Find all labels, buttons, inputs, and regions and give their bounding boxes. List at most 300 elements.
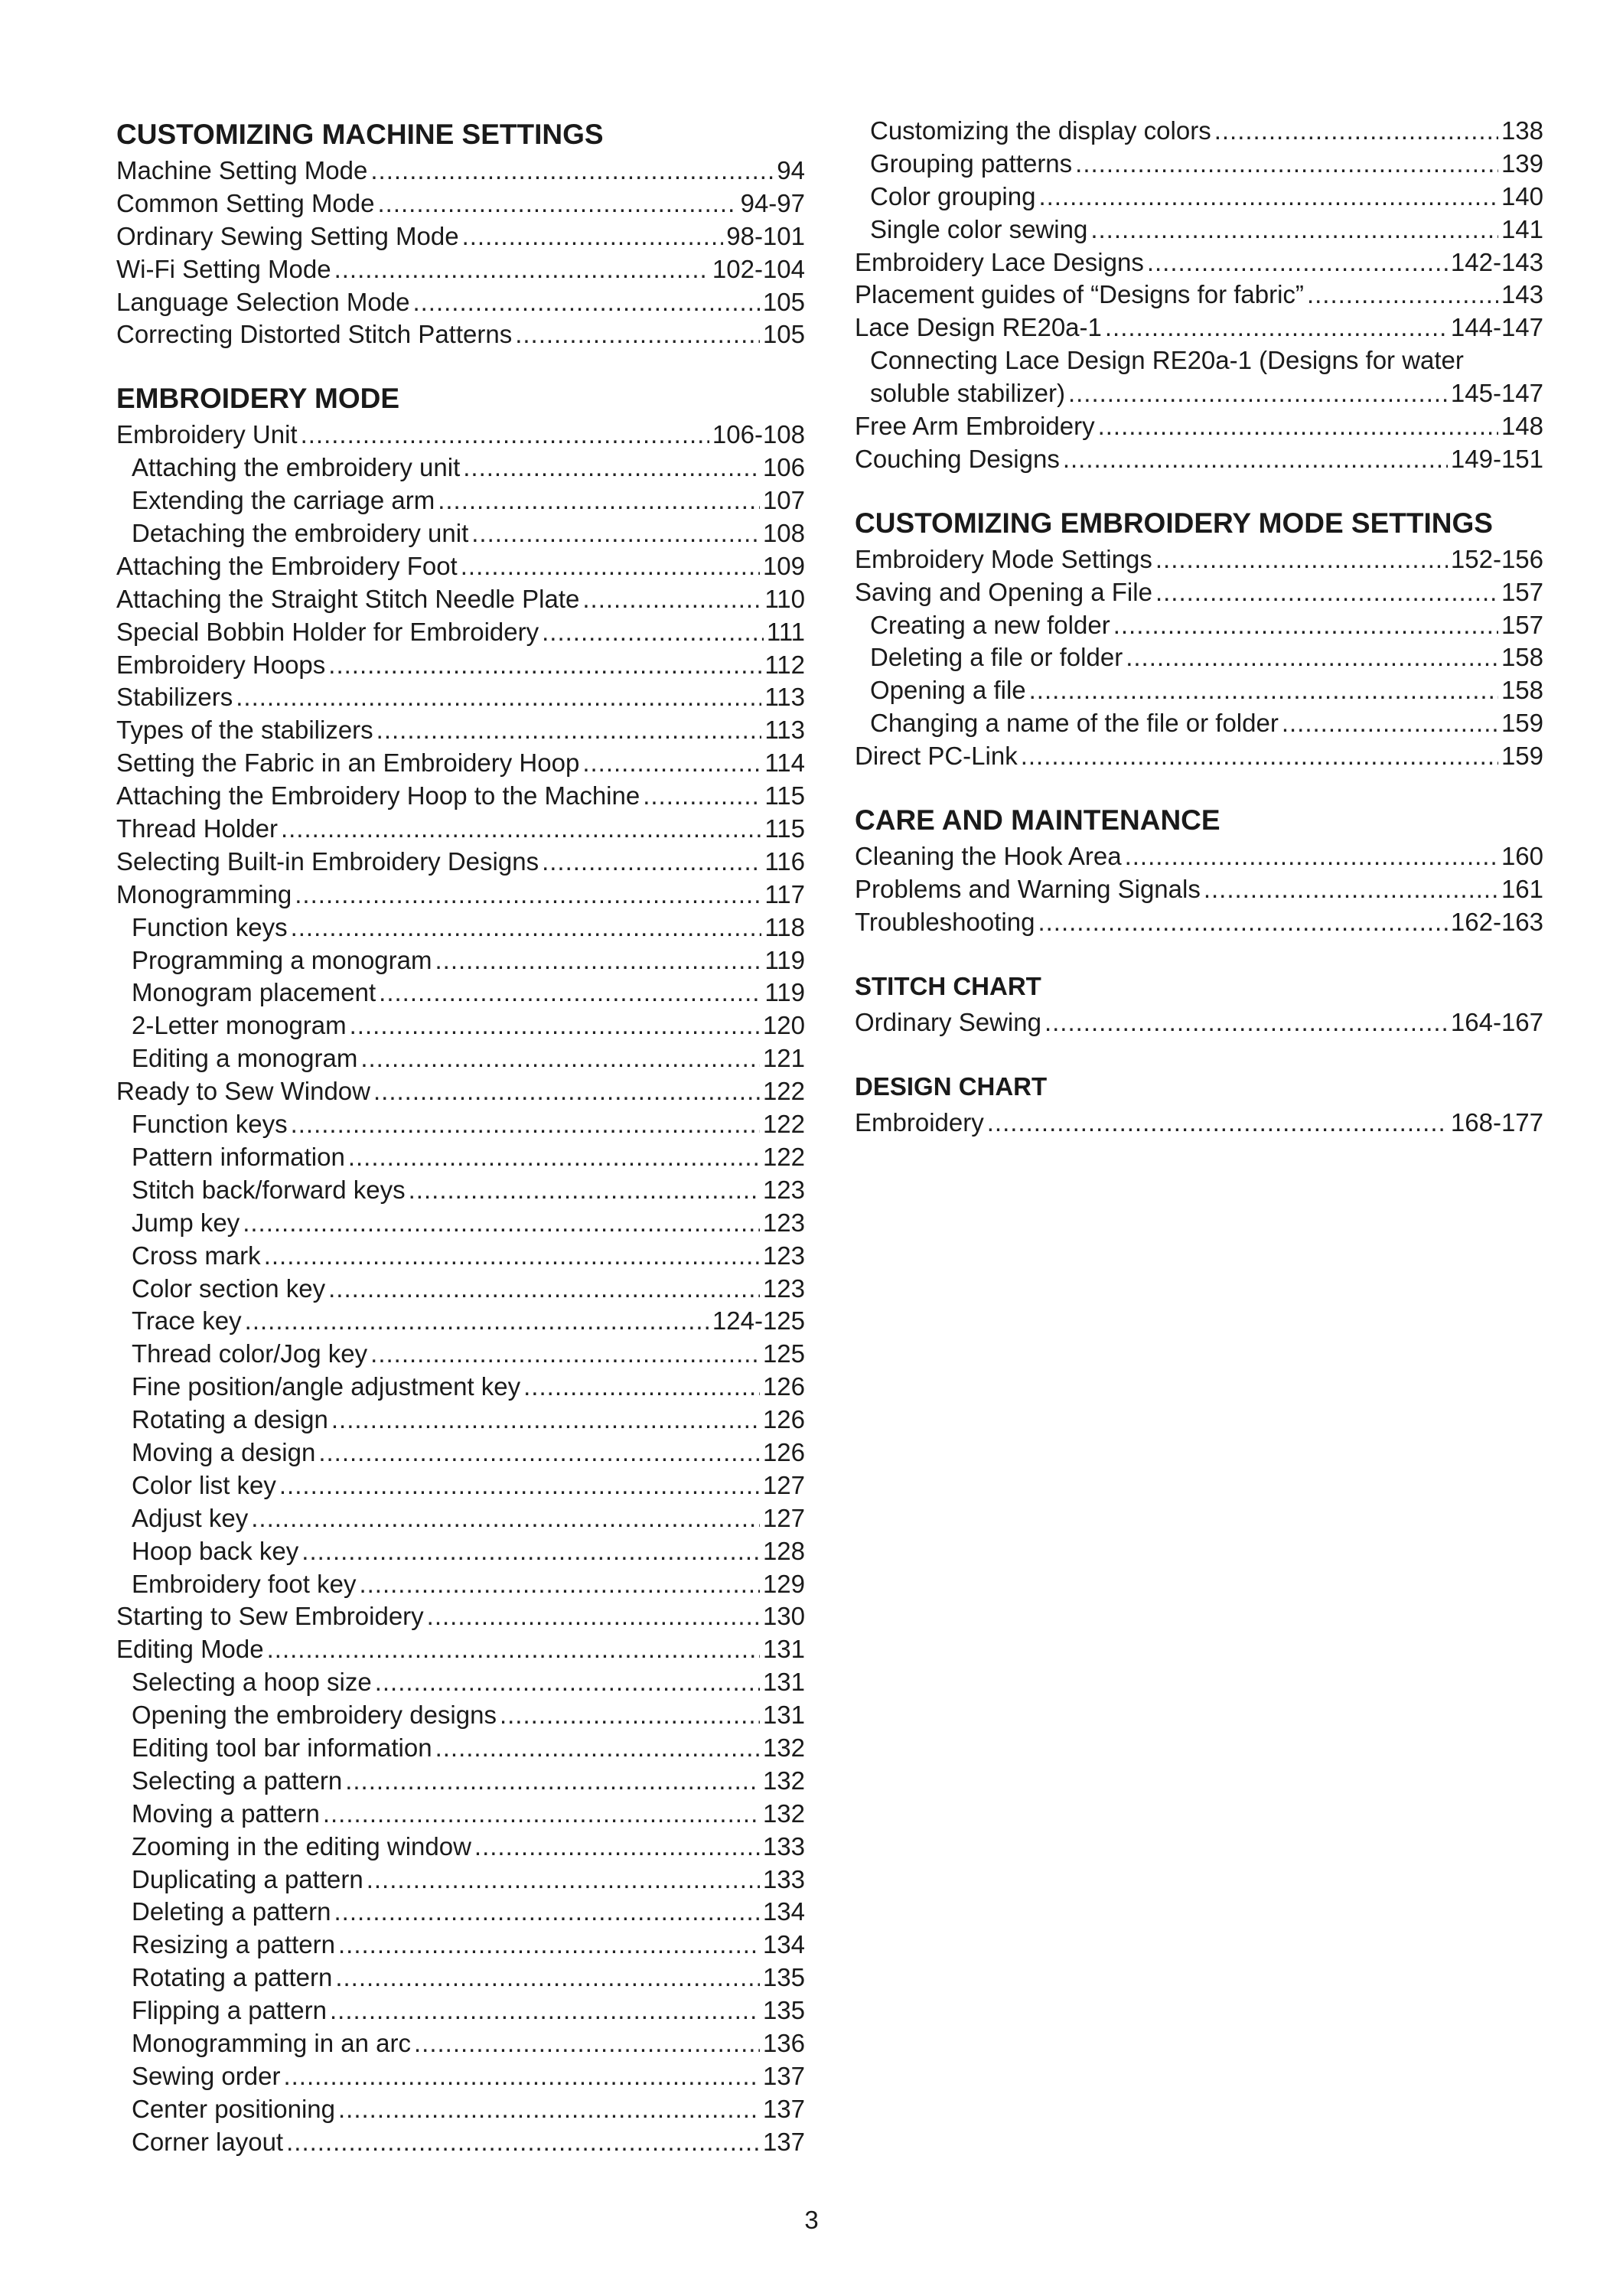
toc-entry[interactable] bbox=[855, 443, 1543, 476]
toc-entry[interactable] bbox=[855, 674, 1543, 707]
toc-entry-text: Lace Design RE20a-1 bbox=[855, 313, 1102, 342]
toc-entry[interactable] bbox=[116, 1568, 805, 1601]
toc-entry-page: 111 bbox=[766, 617, 805, 646]
toc-entry[interactable] bbox=[855, 279, 1543, 311]
dot-leader bbox=[414, 2027, 760, 2060]
dot-leader bbox=[1147, 246, 1448, 279]
toc-entry[interactable] bbox=[116, 1798, 805, 1831]
toc-entry-text: Attaching the embroidery unit bbox=[132, 453, 461, 482]
toc-entry-page: 122 bbox=[762, 1142, 805, 1171]
toc-entry[interactable] bbox=[116, 1141, 805, 1174]
toc-entry-page: 158 bbox=[1501, 676, 1543, 705]
toc-entry-text: Ordinary Sewing bbox=[855, 1007, 1041, 1036]
toc-entry[interactable] bbox=[855, 609, 1543, 642]
toc-entry-text: Cleaning the Hook Area bbox=[855, 842, 1122, 871]
toc-entry-page: 133 bbox=[762, 1831, 805, 1861]
toc-entry-text: Duplicating a pattern bbox=[132, 1864, 363, 1893]
toc-entry-page: 119 bbox=[764, 945, 805, 974]
toc-entry-page: 98-101 bbox=[726, 221, 805, 250]
toc-entry-page: 160 bbox=[1501, 842, 1543, 871]
toc-entry[interactable] bbox=[855, 115, 1543, 148]
dot-leader bbox=[373, 1075, 760, 1108]
dot-leader bbox=[301, 1535, 760, 1568]
toc-entry-page: 126 bbox=[762, 1437, 805, 1466]
toc-entry-text: Connecting Lace Design RE20a-1 (Designs for water bbox=[870, 346, 1464, 375]
toc-entry-page: 132 bbox=[762, 1766, 805, 1795]
toc-entry-page: 143 bbox=[1501, 280, 1543, 309]
toc-entry-text: Stitch back/forward keys bbox=[132, 1175, 406, 1204]
dot-leader bbox=[1282, 707, 1498, 740]
toc-entry[interactable] bbox=[116, 1896, 805, 1929]
toc-entry-page: 131 bbox=[762, 1635, 805, 1664]
toc-section-embroidery-mode bbox=[116, 379, 805, 2158]
dot-leader bbox=[1075, 148, 1498, 181]
toc-entry[interactable] bbox=[116, 977, 805, 1009]
dot-leader bbox=[1021, 740, 1498, 773]
toc-entry-text: Creating a new folder bbox=[870, 610, 1110, 639]
toc-entry[interactable] bbox=[116, 1929, 805, 1962]
dot-leader bbox=[542, 846, 761, 879]
toc-entry-text: Jump key bbox=[132, 1208, 240, 1237]
toc-entry-text: Programming a monogram bbox=[132, 945, 432, 974]
toc-entry-text: Machine Setting Mode bbox=[116, 156, 368, 184]
toc-entry[interactable] bbox=[116, 1600, 805, 1633]
toc-entry-page: 125 bbox=[762, 1339, 805, 1368]
toc-entry-page: 133 bbox=[762, 1864, 805, 1893]
dot-leader bbox=[582, 583, 761, 616]
dot-leader bbox=[1113, 609, 1498, 642]
toc-entry-page: 113 bbox=[764, 716, 805, 745]
dot-leader bbox=[338, 1929, 760, 1962]
dot-leader bbox=[435, 1732, 760, 1765]
toc-entry-text: Embroidery Unit bbox=[116, 420, 298, 449]
toc-entry-text: Function keys bbox=[132, 912, 288, 941]
dot-leader bbox=[367, 1864, 760, 1896]
toc-entry-text: Opening the embroidery designs bbox=[132, 1701, 497, 1730]
toc-entry[interactable] bbox=[116, 1338, 805, 1371]
toc-entry[interactable] bbox=[855, 410, 1543, 443]
toc-entry-page: 136 bbox=[762, 2028, 805, 2057]
toc-entry[interactable] bbox=[116, 944, 805, 977]
toc-entry[interactable] bbox=[116, 2027, 805, 2060]
toc-entry-text: Flipping a pattern bbox=[132, 1996, 327, 2025]
toc-entry[interactable] bbox=[116, 318, 805, 351]
toc-entry[interactable] bbox=[855, 246, 1543, 279]
toc-entry[interactable] bbox=[116, 2126, 805, 2159]
toc-entry-page: 157 bbox=[1501, 577, 1543, 606]
toc-entry-page: 130 bbox=[762, 1602, 805, 1631]
toc-entry[interactable] bbox=[855, 873, 1543, 906]
toc-entry[interactable] bbox=[855, 1006, 1543, 1039]
toc-entry-page: 115 bbox=[764, 814, 805, 843]
dot-leader bbox=[412, 286, 759, 319]
toc-entry-page: 94 bbox=[777, 156, 805, 184]
toc-entry-text: Sewing order bbox=[132, 2061, 281, 2090]
toc-entry[interactable] bbox=[116, 517, 805, 550]
dot-leader bbox=[1204, 873, 1498, 906]
toc-entry-page: 120 bbox=[762, 1011, 805, 1040]
dot-leader bbox=[409, 1174, 760, 1207]
toc-entry-page: 107 bbox=[762, 486, 805, 515]
dot-leader bbox=[1214, 115, 1498, 148]
toc-entry[interactable] bbox=[855, 641, 1543, 674]
dot-leader bbox=[251, 1502, 760, 1535]
toc-entry-page: 138 bbox=[1501, 116, 1543, 145]
toc-entry-text: Opening a file bbox=[870, 676, 1026, 705]
toc-entry-text: Detaching the embroidery unit bbox=[132, 519, 469, 548]
toc-entry[interactable] bbox=[116, 616, 805, 649]
dot-leader bbox=[474, 1831, 760, 1864]
toc-entry-text: Changing a name of the file or folder bbox=[870, 709, 1279, 738]
dot-leader bbox=[1098, 410, 1498, 443]
toc-entry-page: 122 bbox=[762, 1110, 805, 1139]
toc-entry-text: Color section key bbox=[132, 1274, 326, 1303]
toc-entry-page: 141 bbox=[1501, 214, 1543, 243]
dot-leader bbox=[335, 1962, 760, 1994]
dot-leader bbox=[378, 188, 738, 220]
dot-leader bbox=[328, 1273, 760, 1306]
toc-entry-page: 134 bbox=[762, 1897, 805, 1926]
dot-leader bbox=[375, 1666, 760, 1699]
toc-entry[interactable] bbox=[116, 1075, 805, 1108]
toc-entry-text: Embroidery foot key bbox=[132, 1569, 357, 1598]
toc-entry[interactable] bbox=[116, 1174, 805, 1207]
toc-entry-text: Moving a design bbox=[132, 1437, 316, 1466]
toc-entry[interactable] bbox=[855, 740, 1543, 773]
toc-entry-page: 137 bbox=[762, 2061, 805, 2090]
toc-entry-page: 148 bbox=[1501, 412, 1543, 441]
dot-leader bbox=[345, 1765, 760, 1798]
dot-leader bbox=[323, 1798, 760, 1831]
toc-entry-page: 102-104 bbox=[712, 254, 805, 283]
toc-entry[interactable] bbox=[116, 1371, 805, 1404]
toc-entry[interactable] bbox=[116, 419, 805, 452]
dot-leader bbox=[515, 318, 760, 351]
toc-entry-text: Function keys bbox=[132, 1110, 288, 1139]
toc-entry[interactable] bbox=[116, 1994, 805, 2027]
toc-entry-text: Attaching the Embroidery Foot bbox=[116, 551, 458, 580]
toc-entry[interactable] bbox=[855, 148, 1543, 181]
toc-entry-page: 117 bbox=[764, 879, 805, 908]
dot-leader bbox=[301, 419, 709, 452]
dot-leader bbox=[1063, 443, 1448, 476]
toc-entry-page: 131 bbox=[762, 1701, 805, 1730]
toc-right-sections bbox=[855, 504, 1543, 1140]
dot-leader bbox=[1126, 641, 1498, 674]
toc-entry-page: 123 bbox=[762, 1175, 805, 1204]
dot-leader bbox=[1038, 906, 1447, 939]
toc-entry[interactable] bbox=[855, 906, 1543, 939]
toc-entry-page: 112 bbox=[764, 650, 805, 679]
toc-entry[interactable] bbox=[855, 214, 1543, 246]
toc-entry[interactable] bbox=[855, 181, 1543, 214]
toc-entry-text: Stabilizers bbox=[116, 683, 233, 712]
toc-entry-page: 159 bbox=[1501, 709, 1543, 738]
toc-entry-text: Adjust key bbox=[132, 1503, 249, 1532]
toc-entry-text: Couching Designs bbox=[855, 444, 1060, 473]
dot-leader bbox=[438, 484, 760, 517]
toc-entry-page: 126 bbox=[762, 1405, 805, 1434]
dot-leader bbox=[359, 1568, 759, 1601]
toc-entry[interactable] bbox=[116, 681, 805, 714]
dot-leader bbox=[1125, 840, 1498, 873]
section-heading: STITCH CHART bbox=[855, 971, 1041, 1000]
toc-entry-text: Corner layout bbox=[132, 2127, 284, 2156]
dot-leader bbox=[1155, 576, 1498, 609]
toc-entry[interactable] bbox=[116, 452, 805, 484]
toc-entry[interactable] bbox=[116, 649, 805, 682]
toc-entry-page: 142-143 bbox=[1450, 247, 1543, 276]
dot-leader bbox=[318, 1437, 760, 1469]
toc-entry-text: Problems and Warning Signals bbox=[855, 874, 1201, 903]
toc-continuation bbox=[855, 115, 1543, 476]
toc-entry-text: 2-Letter monogram bbox=[132, 1011, 347, 1040]
toc-entry[interactable] bbox=[116, 1404, 805, 1437]
toc-entry-text: Customizing the display colors bbox=[870, 116, 1211, 145]
toc-entry[interactable] bbox=[116, 2060, 805, 2093]
dot-leader bbox=[1105, 311, 1448, 344]
toc-entry-text: Direct PC-Link bbox=[855, 742, 1018, 771]
toc-entry[interactable] bbox=[116, 1765, 805, 1798]
toc-entry-page: 168-177 bbox=[1450, 1107, 1543, 1137]
toc-entry[interactable] bbox=[116, 1962, 805, 1994]
section-heading: CUSTOMIZING MACHINE SETTINGS bbox=[116, 119, 604, 150]
toc-entry[interactable] bbox=[116, 1108, 805, 1141]
toc-entry-text: Attaching the Straight Stitch Needle Plate bbox=[116, 584, 580, 613]
dot-leader bbox=[295, 879, 761, 912]
toc-entry-text: Color list key bbox=[132, 1470, 276, 1499]
toc-entry[interactable] bbox=[116, 1240, 805, 1273]
toc-entry-text: Saving and Opening a File bbox=[855, 577, 1152, 606]
dot-leader bbox=[286, 2126, 760, 2159]
dot-leader bbox=[291, 1108, 760, 1141]
toc-entry[interactable] bbox=[855, 311, 1543, 344]
toc-entry-page: 105 bbox=[762, 287, 805, 316]
toc-entry-page: 121 bbox=[762, 1044, 805, 1073]
toc-section-customizing-machine-settings bbox=[116, 115, 805, 351]
toc-entry-page: 123 bbox=[762, 1274, 805, 1303]
toc-entry[interactable] bbox=[116, 155, 805, 188]
toc-entry-page: 152-156 bbox=[1450, 544, 1543, 573]
toc-entry-page: 127 bbox=[762, 1470, 805, 1499]
dot-leader bbox=[523, 1371, 760, 1404]
toc-entry-page: 127 bbox=[762, 1503, 805, 1532]
toc-entry[interactable] bbox=[855, 576, 1543, 609]
toc-entry-text: Selecting a hoop size bbox=[132, 1668, 372, 1697]
dot-leader bbox=[245, 1305, 709, 1338]
dot-leader bbox=[370, 1338, 760, 1371]
toc-entries-top bbox=[855, 115, 1543, 344]
toc-entry-page: 115 bbox=[764, 781, 805, 810]
dot-leader bbox=[338, 2093, 760, 2126]
toc-entry[interactable] bbox=[116, 1864, 805, 1896]
toc-entry-text: Correcting Distorted Stitch Patterns bbox=[116, 320, 513, 349]
toc-entry-text: Embroidery bbox=[855, 1107, 984, 1137]
toc-entry[interactable] bbox=[116, 1042, 805, 1075]
toc-entry-text: soluble stabilizer) bbox=[870, 379, 1065, 408]
toc-entry[interactable] bbox=[116, 1633, 805, 1666]
toc-entry[interactable] bbox=[116, 1273, 805, 1306]
toc-entry[interactable] bbox=[116, 188, 805, 220]
toc-entry[interactable] bbox=[116, 813, 805, 846]
dot-leader bbox=[334, 253, 709, 286]
dot-leader bbox=[462, 220, 724, 253]
toc-entry[interactable] bbox=[116, 1437, 805, 1469]
toc-entry[interactable] bbox=[855, 840, 1543, 873]
toc-entry-text: Zooming in the editing window bbox=[132, 1831, 471, 1861]
dot-leader bbox=[1155, 543, 1448, 576]
toc-entry-page: 157 bbox=[1501, 610, 1543, 639]
toc-right-column bbox=[855, 115, 1543, 1166]
toc-entry-text: Rotating a pattern bbox=[132, 1963, 333, 1992]
dot-leader bbox=[267, 1633, 760, 1666]
toc-entry[interactable] bbox=[116, 846, 805, 879]
toc-entry-text: Monogramming bbox=[116, 879, 292, 908]
dot-leader bbox=[281, 813, 761, 846]
toc-entry-page: 106-108 bbox=[712, 420, 805, 449]
toc-entry-page: 135 bbox=[762, 1963, 805, 1992]
toc-entry-page: 159 bbox=[1501, 742, 1543, 771]
toc-entry-page: 126 bbox=[762, 1372, 805, 1401]
toc-entry-text: Free Arm Embroidery bbox=[855, 412, 1095, 441]
dot-leader bbox=[1307, 279, 1498, 311]
toc-entry[interactable] bbox=[116, 1009, 805, 1042]
toc-entry-page: 116 bbox=[764, 846, 805, 876]
toc-entry-text: Fine position/angle adjustment key bbox=[132, 1372, 521, 1401]
toc-entry[interactable] bbox=[116, 714, 805, 747]
dot-leader bbox=[1068, 377, 1448, 410]
dot-leader bbox=[379, 977, 761, 1009]
dot-leader bbox=[435, 944, 762, 977]
dot-leader bbox=[1045, 1006, 1448, 1039]
toc-entry-text: Types of the stabilizers bbox=[116, 716, 373, 745]
toc-entry-text: Starting to Sew Embroidery bbox=[116, 1602, 424, 1631]
dot-leader bbox=[463, 452, 760, 484]
dot-leader bbox=[471, 517, 760, 550]
toc-section-design-chart bbox=[855, 1067, 1543, 1140]
toc-entry[interactable] bbox=[116, 1469, 805, 1502]
toc-entry[interactable] bbox=[116, 1831, 805, 1864]
toc-entry-page: 113 bbox=[764, 683, 805, 712]
page-number: 3 bbox=[804, 2206, 819, 2234]
toc-entry-text: Pattern information bbox=[132, 1142, 345, 1171]
toc-entry-text: Single color sewing bbox=[870, 214, 1088, 243]
toc-entry-page: 161 bbox=[1501, 874, 1543, 903]
toc-entry-text: Wi-Fi Setting Mode bbox=[116, 254, 331, 283]
toc-section-stitch-chart bbox=[855, 967, 1543, 1039]
dot-leader bbox=[243, 1207, 760, 1240]
toc-entry-page: 132 bbox=[762, 1733, 805, 1762]
toc-entry[interactable] bbox=[116, 1305, 805, 1338]
toc-entry-text: Ordinary Sewing Setting Mode bbox=[116, 221, 459, 250]
toc-entry-text: Selecting Built-in Embroidery Designs bbox=[116, 846, 539, 876]
section-heading: EMBROIDERY MODE bbox=[116, 383, 400, 415]
toc-entry-page: 135 bbox=[762, 1996, 805, 2025]
toc-entry[interactable] bbox=[116, 1207, 805, 1240]
toc-entry[interactable] bbox=[116, 550, 805, 583]
toc-entry[interactable] bbox=[116, 286, 805, 319]
toc-entry[interactable] bbox=[116, 912, 805, 944]
toc-entry-page: 137 bbox=[762, 2094, 805, 2123]
toc-entry-page: 122 bbox=[762, 1077, 805, 1106]
toc-entry-page: 128 bbox=[762, 1536, 805, 1565]
dot-leader bbox=[1090, 214, 1498, 246]
toc-entry-wrapped-line1[interactable] bbox=[855, 344, 1543, 377]
toc-entry-page: 110 bbox=[764, 584, 805, 613]
dot-leader bbox=[582, 747, 761, 780]
dot-leader bbox=[500, 1699, 760, 1732]
toc-entry[interactable] bbox=[116, 1502, 805, 1535]
toc-entry[interactable] bbox=[116, 879, 805, 912]
toc-entry[interactable] bbox=[855, 1107, 1543, 1140]
toc-entry-page: 118 bbox=[764, 912, 805, 941]
toc-entry[interactable] bbox=[116, 747, 805, 780]
dot-leader bbox=[334, 1896, 760, 1929]
toc-entry-page: 144-147 bbox=[1450, 313, 1543, 342]
toc-entry[interactable] bbox=[116, 220, 805, 253]
dot-leader bbox=[291, 912, 762, 944]
toc-entry-page: 123 bbox=[762, 1241, 805, 1270]
toc-entry[interactable] bbox=[116, 1732, 805, 1765]
toc-section-care-and-maintenance bbox=[855, 801, 1543, 939]
toc-entry[interactable] bbox=[116, 253, 805, 286]
toc-entry[interactable] bbox=[855, 543, 1543, 576]
toc-entry[interactable] bbox=[116, 2093, 805, 2126]
toc-entry-page: 108 bbox=[762, 519, 805, 548]
toc-entry-text: Grouping patterns bbox=[870, 148, 1073, 178]
toc-entry[interactable] bbox=[116, 1666, 805, 1699]
dot-leader bbox=[328, 649, 761, 682]
toc-entry-page: 164-167 bbox=[1450, 1007, 1543, 1036]
dot-leader bbox=[542, 616, 764, 649]
toc-entry-page: 106 bbox=[762, 453, 805, 482]
dot-leader bbox=[1038, 181, 1498, 214]
dot-leader bbox=[987, 1107, 1448, 1140]
toc-entry[interactable] bbox=[116, 780, 805, 813]
toc-entry-text: Editing Mode bbox=[116, 1635, 264, 1664]
dot-leader bbox=[283, 2060, 759, 2093]
toc-entry[interactable] bbox=[116, 583, 805, 616]
dot-leader bbox=[236, 681, 761, 714]
dot-leader bbox=[370, 155, 774, 188]
dot-leader bbox=[1029, 674, 1498, 707]
toc-entry-text: Moving a pattern bbox=[132, 1799, 320, 1828]
toc-entry[interactable] bbox=[116, 484, 805, 517]
toc-entry-text: Extending the carriage arm bbox=[132, 486, 435, 515]
dot-leader bbox=[330, 1994, 760, 2027]
toc-entry[interactable] bbox=[116, 1535, 805, 1568]
toc-entry-page: 123 bbox=[762, 1208, 805, 1237]
toc-left-column bbox=[116, 115, 805, 2187]
toc-entry-text: Troubleshooting bbox=[855, 907, 1035, 936]
toc-entry-text: Thread Holder bbox=[116, 814, 278, 843]
toc-entry-text: Embroidery Mode Settings bbox=[855, 544, 1152, 573]
toc-entry-page: 109 bbox=[762, 551, 805, 580]
dot-leader bbox=[643, 780, 761, 813]
toc-entry-page: 134 bbox=[762, 1930, 805, 1959]
toc-entry-text: Editing a monogram bbox=[132, 1044, 358, 1073]
toc-entry-text: Color grouping bbox=[870, 181, 1036, 210]
toc-entry[interactable] bbox=[116, 1699, 805, 1732]
toc-entry-text: Thread color/Jog key bbox=[132, 1339, 368, 1368]
toc-entry-wrapped-line2[interactable] bbox=[855, 377, 1543, 410]
section-heading: CUSTOMIZING EMBROIDERY MODE SETTINGS bbox=[855, 507, 1493, 539]
dot-leader bbox=[331, 1404, 760, 1437]
toc-entry[interactable] bbox=[855, 707, 1543, 740]
dot-leader bbox=[350, 1009, 760, 1042]
toc-entry-text: Monogramming in an arc bbox=[132, 2028, 411, 2057]
section-heading: CARE AND MAINTENANCE bbox=[855, 804, 1221, 837]
